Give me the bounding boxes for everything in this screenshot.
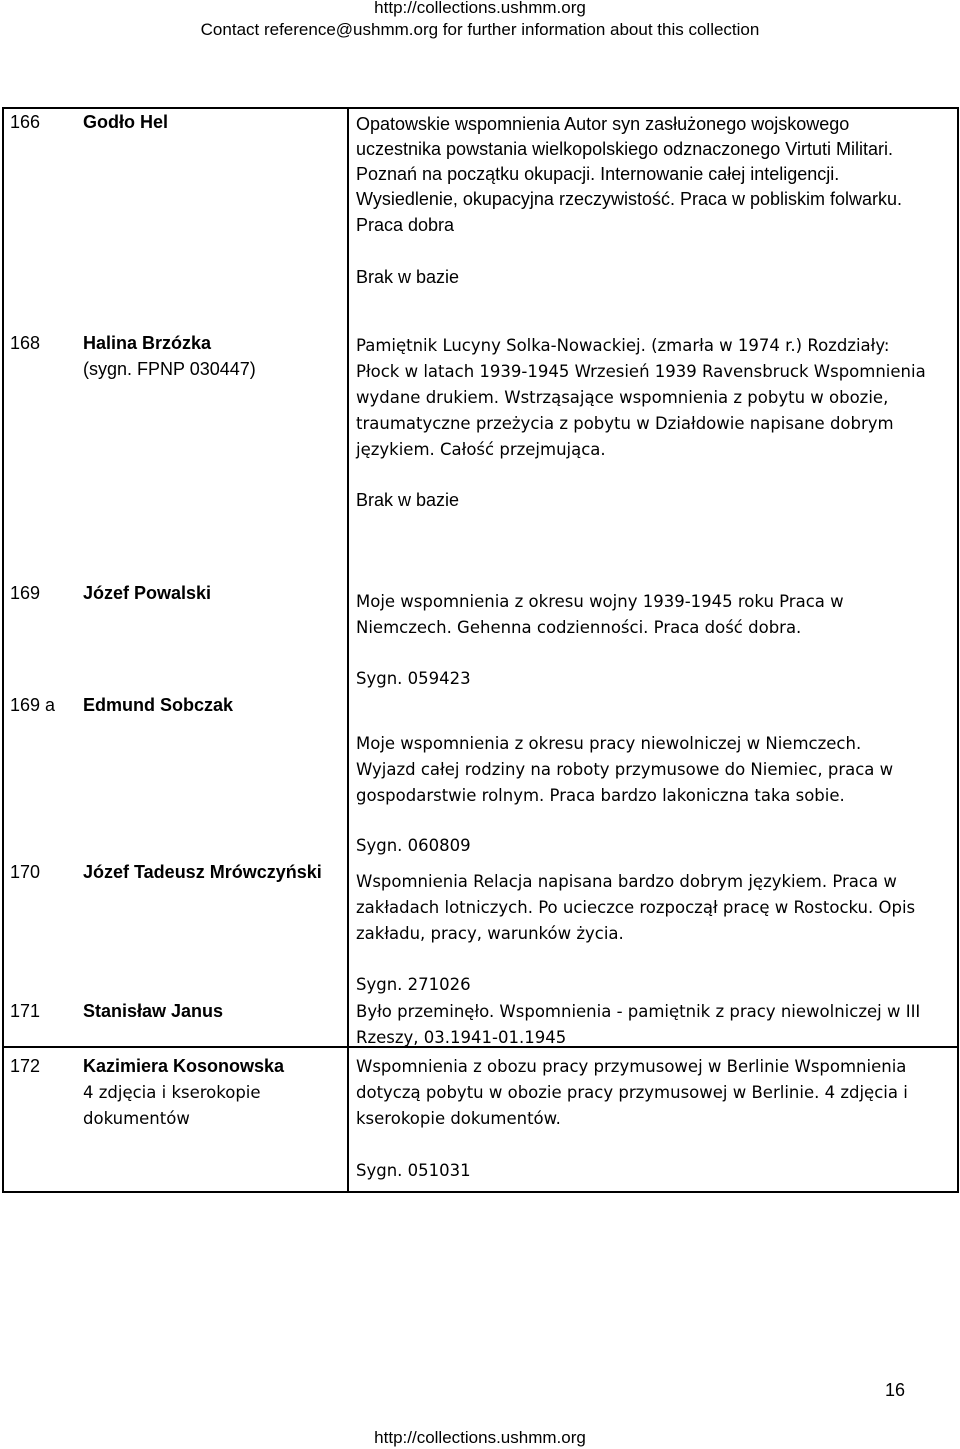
row-desc-line: uczestnika powstania wielkopolskiego odznaczonego Virtuti Militari. [356, 139, 893, 159]
column-divider [347, 107, 349, 1193]
row-note: Sygn. 271026 [356, 975, 471, 994]
row-note: Brak w bazie [356, 490, 460, 510]
row-note: Sygn. 051031 [356, 1161, 471, 1180]
row-name: Godło Hel [83, 112, 168, 132]
row-desc-line: kserokopie dokumentów. [356, 1109, 561, 1128]
row-desc-line: Wspomnienia z obozu pracy przymusowej w Berlinie Wspomnienia [356, 1057, 907, 1076]
footer-url[interactable]: http://collections.ushmm.org [374, 1428, 586, 1447]
row-desc-line: Rzeszy, 03.1941-01.1945 [356, 1028, 567, 1047]
row-note: Brak w bazie [356, 267, 460, 287]
page-number: 16 [884, 1380, 905, 1400]
table-right-border [957, 107, 959, 1193]
row-desc-line: wydane drukiem. Wstrząsające wspomnienia z pobytu w obozie, [356, 388, 889, 407]
row-desc-line: Było przeminęło. Wspomnienia - pamiętnik z pracy niewolniczej w III [356, 1002, 921, 1021]
row-desc-line: Niemczech. Gehenna codzienności. Praca dość dobra. [356, 618, 802, 637]
row-desc-line: Wysiedlenie, okupacyjna rzeczywistość. Praca w pobliskim folwarku. [356, 189, 903, 209]
row-desc-line: Moje wspomnienia z okresu pracy niewolniczej w Niemczech. [356, 734, 862, 753]
row-name: Józef Powalski [83, 583, 212, 603]
row-desc-line: Opatowskie wspomnienia Autor syn zasłużonego wojskowego [356, 114, 850, 134]
row-desc-line: Pamiętnik Lucyny Solka-Nowackiej. (zmarła w 1974 r.) Rozdziały: [356, 336, 890, 355]
row-desc-line: traumatyczne przeżycia z pobytu w Działdowie napisane dobrym [356, 414, 894, 433]
row-name-extra: dokumentów [83, 1109, 190, 1128]
row-number: 172 [10, 1056, 41, 1076]
row-name: Edmund Sobczak [83, 695, 234, 715]
row-number: 171 [10, 1001, 41, 1021]
table-top-border [2, 107, 959, 109]
row-desc-line: językiem. Całość przejmująca. [356, 440, 606, 459]
header-url[interactable]: http://collections.ushmm.org [374, 0, 586, 17]
row-name: Kazimiera Kosonowska [83, 1056, 285, 1076]
header-contact: Contact reference@ushmm.org for further information about this collection [200, 20, 760, 39]
row-name-sub: (sygn. FPNP 030447) [83, 359, 256, 379]
row-number: 169 a [10, 695, 56, 715]
row-desc-line: zakładu, pracy, warunków życia. [356, 924, 624, 943]
row-desc-line: Płock w latach 1939-1945 Wrzesień 1939 Ravensbruck Wspomnienia [356, 362, 926, 381]
table-left-border [2, 107, 4, 1193]
row-number: 168 [10, 333, 41, 353]
row-name: Józef Tadeusz Mrówczyński [83, 862, 322, 882]
table-bottom-border [2, 1191, 959, 1193]
row-name: Stanisław Janus [83, 1001, 224, 1021]
row-number: 170 [10, 862, 41, 882]
row-number: 166 [10, 112, 41, 132]
row-number: 169 [10, 583, 41, 603]
row-desc-line: gospodarstwie rolnym. Praca bardzo lakoniczna taka sobie. [356, 786, 845, 805]
row-desc-line: Poznań na początku okupacji. Internowanie całej inteligencji. [356, 164, 840, 184]
row-desc-line: Praca dobra [356, 215, 455, 235]
row-note: Sygn. 060809 [356, 836, 471, 855]
row-desc-line: zakładach lotniczych. Po ucieczce rozpoczął pracę w Rostocku. Opis [356, 898, 916, 917]
row-name-extra: 4 zdjęcia i kserokopie [83, 1083, 261, 1102]
row-desc-line: dotyczą pobytu w obozie pracy przymusowej w Berlinie. 4 zdjęcia i [356, 1083, 908, 1102]
row-name: Halina Brzózka [83, 333, 212, 353]
row-note: Sygn. 059423 [356, 669, 471, 688]
row-desc-line: Wspomnienia Relacja napisana bardzo dobrym językiem. Praca w [356, 872, 897, 891]
row-desc-line: Moje wspomnienia z okresu wojny 1939-1945 roku Praca w [356, 592, 844, 611]
row-desc-line: Wyjazd całej rodziny na roboty przymusowe do Niemiec, praca w [356, 760, 894, 779]
